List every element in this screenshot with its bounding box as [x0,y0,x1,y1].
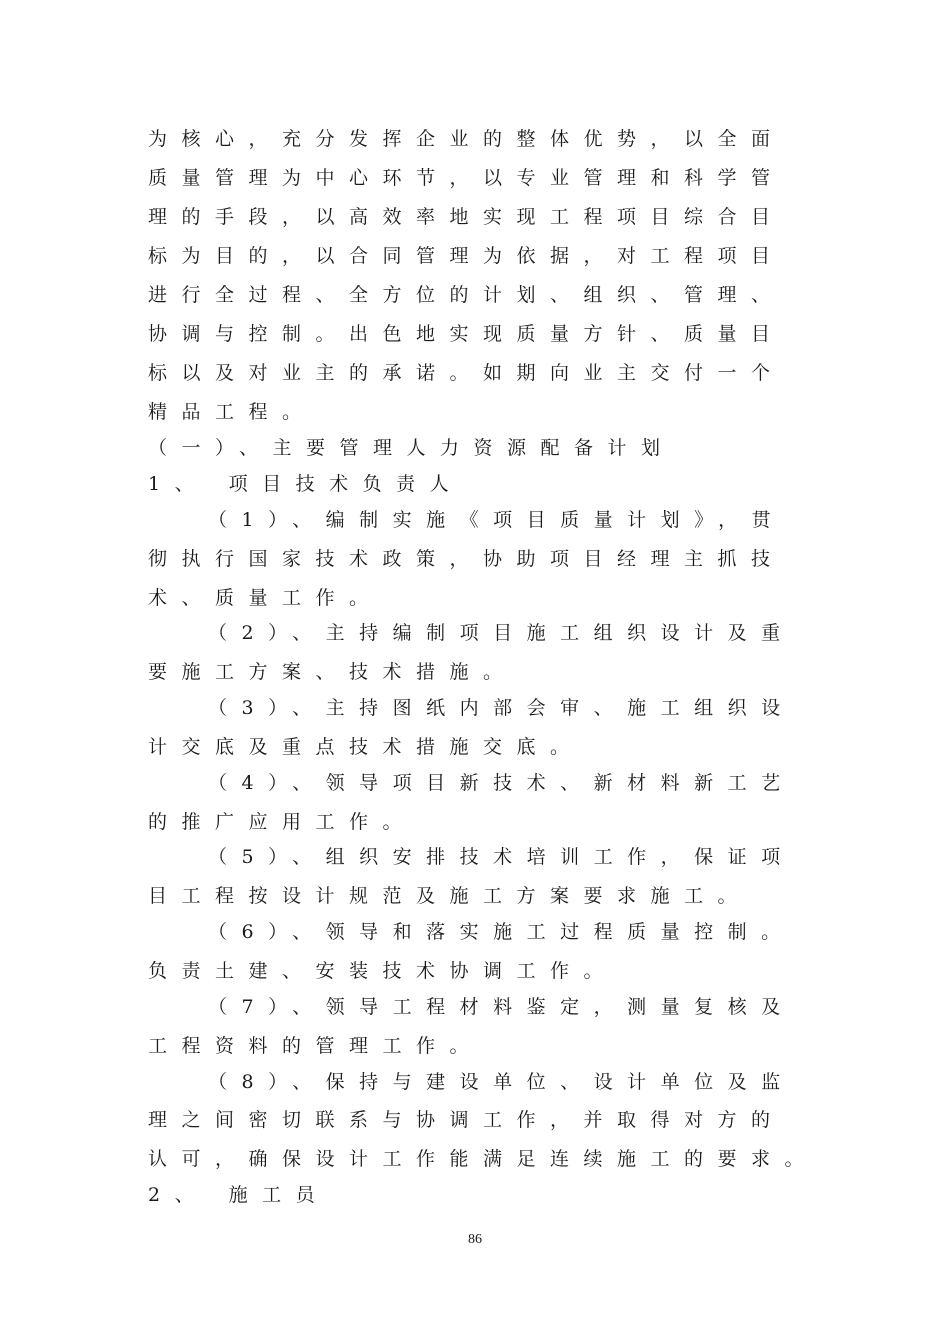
page-number: 86 [468,1232,482,1247]
body-text-line: 计交底及重点技术措施交底。 [148,736,584,758]
list-item-line: （1）、编制实施《项目质量计划》，贯 [208,509,786,531]
body-text-line: 为核心，充分发挥企业的整体优势，以全面 [148,128,785,150]
body-text-line: 质量管理为中心环节，以专业管理和科学管 [148,167,785,189]
body-text-line: 协调与控制。出色地实现质量方针、质量目 [148,323,785,345]
body-text-line: 要施工方案、技术措施。 [148,661,517,683]
body-text-line: 标以及对业主的承诺。如期向业主交付一个 [148,362,785,384]
body-text-line: 负责土建、安装技术协调工作。 [148,960,618,982]
body-text-line: 标为目的，以合同管理为依据，对工程项目 [148,245,785,267]
list-item-line: （8）、保持与建设单位、设计单位及监 [208,1071,795,1093]
body-text-line: 目工程按设计规范及施工方案要求施工。 [148,885,752,907]
body-text-line: 进行全过程、全方位的计划、组织、管理、 [148,284,785,306]
section-heading: （一）、主要管理人力资源配备计划 [148,437,675,459]
body-text-line: 彻执行国家技术政策，协助项目经理主抓技 [148,548,785,570]
list-item-line: （3）、主持图纸内部会审、施工组织设 [208,697,795,719]
body-text-line: 术、质量工作。 [148,587,383,609]
body-text-line: 理之间密切联系与协调工作，并取得对方的 [148,1109,785,1131]
body-text-line: 认可，确保设计工作能满足连续施工的要求。 [148,1148,819,1170]
body-text-line: 的推广应用工作。 [148,811,417,833]
list-item-line: （2）、主持编制项目施工组织设计及重 [208,622,795,644]
subsection-heading: 2、 施工员 [148,1184,330,1206]
list-item-line: （7）、领导工程材料鉴定，测量复核及 [208,996,795,1018]
body-text-line: 精品工程。 [148,401,316,423]
list-item-line: （6）、领导和落实施工过程质量控制。 [208,921,795,943]
list-item-line: （4）、领导项目新技术、新材料新工艺 [208,772,795,794]
subsection-heading: 1、 项目技术负责人 [148,473,464,495]
list-item-line: （5）、组织安排技术培训工作，保证项 [208,846,795,868]
body-text-line: 工程资料的管理工作。 [148,1035,484,1057]
body-text-line: 理的手段，以高效率地实现工程项目综合目 [148,206,785,228]
